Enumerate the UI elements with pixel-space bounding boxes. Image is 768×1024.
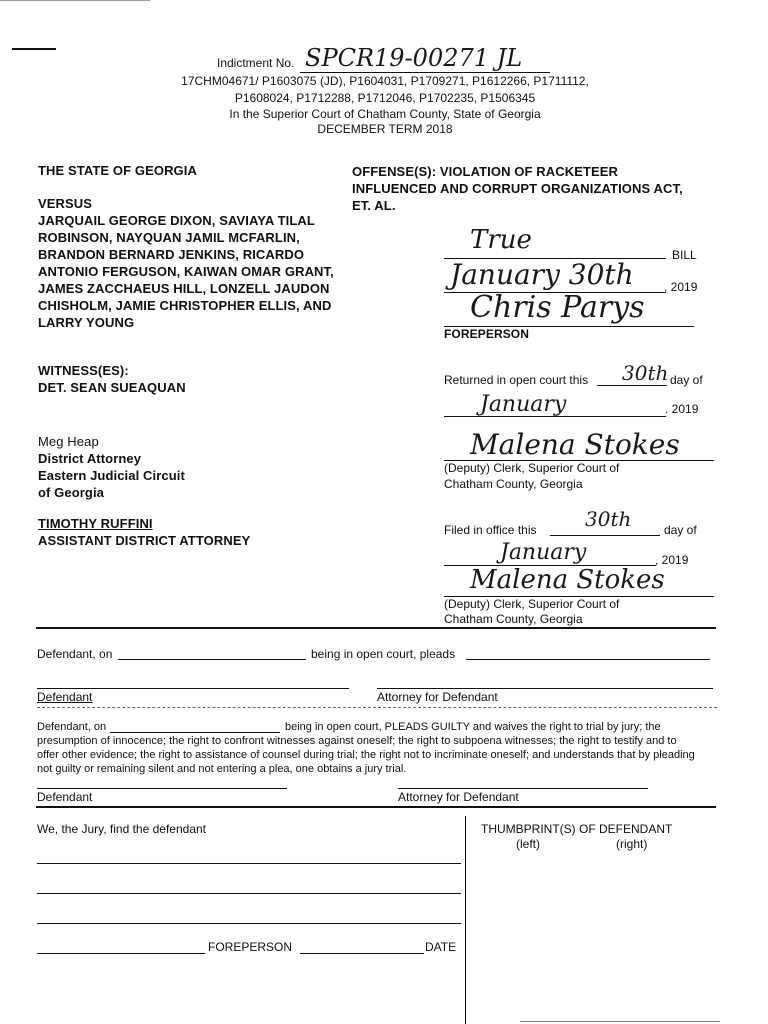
filed-day: 30th <box>585 507 632 531</box>
filed-month: January <box>500 540 587 565</box>
case-numbers-line2: P1608024, P1712288, P1712046, P1702235, P1506345 <box>234 91 536 105</box>
plea-date-line <box>118 659 306 660</box>
attorney-label-2: Attorney for Defendant <box>398 790 519 804</box>
attorney-sign-line-1 <box>377 688 713 689</box>
verdict-date-line <box>300 953 424 954</box>
ada-name: TIMOTHY RUFFINI <box>38 516 153 531</box>
term: DECEMBER TERM 2018 <box>317 122 453 136</box>
state-title: THE STATE OF GEORGIA <box>38 163 197 178</box>
clerk-label-1: (Deputy) Clerk, Superior Court of <box>444 461 620 475</box>
plea-divider <box>37 707 717 708</box>
thumbprint-left-label: (left) <box>516 837 540 851</box>
plea-entry-line <box>466 659 710 660</box>
witness-name: DET. SEAN SUEAQUAN <box>38 380 186 395</box>
defendant-sign-line-2 <box>37 788 287 789</box>
verdict-line-2 <box>37 893 461 894</box>
attorney-label-1: Attorney for Defendant <box>377 690 498 704</box>
thumbprint-box-divider <box>465 816 466 1024</box>
scan-mark-top <box>0 0 150 1</box>
clerk-county-2: Chatham County, Georgia <box>444 612 583 626</box>
guilty-text-line: presumption of innocence; the right to confront witnesses against oneself; the right to subpoena witnesses; the right to testify and to <box>37 735 677 747</box>
bill-date-handwritten: January 30th <box>450 258 634 291</box>
court-name: In the Superior Court of Chatham County, State of Georgia <box>229 107 541 121</box>
verdict-date-label: DATE <box>425 940 457 954</box>
returned-month: January <box>480 392 567 417</box>
defendant-label-2: Defendant <box>37 790 93 804</box>
foreperson-signature: Chris Parys <box>470 290 645 325</box>
verdict-line-3 <box>37 923 461 924</box>
defendants-line: JAMES ZACCHAEUS HILL, LONZELL JAUDON <box>38 281 330 296</box>
ada-title: ASSISTANT DISTRICT ATTORNEY <box>38 533 251 548</box>
bill-handwritten: True <box>470 225 532 255</box>
scan-mark-dash <box>12 48 56 50</box>
defendant-label-1: Defendant <box>37 690 93 704</box>
filed-day-line <box>550 535 660 536</box>
verdict-divider <box>36 806 716 808</box>
clerk-label-2: (Deputy) Clerk, Superior Court of <box>444 597 620 611</box>
guilty-text-start: being in open court, PLEADS GUILTY and waives the right to trial by jury; the <box>285 721 661 733</box>
returned-day: 30th <box>622 361 669 385</box>
offense-line: OFFENSE(S): VIOLATION OF RACKETEER <box>352 164 619 179</box>
defendants-line: ROBINSON, NAYQUAN JAMIL MCFARLIN, <box>38 230 300 245</box>
guilty-defendant-on: Defendant, on <box>37 721 107 733</box>
guilty-text-line: not guilty or remaining silent and not entering a plea, one obtains a jury trial. <box>37 763 407 775</box>
scan-bottom-mark <box>520 1021 720 1022</box>
filed-suffix: day of <box>664 523 697 537</box>
returned-month-line <box>444 416 666 417</box>
verdict-foreperson-label: FOREPERSON <box>208 940 293 954</box>
clerk-county-1: Chatham County, Georgia <box>444 477 583 491</box>
verdict-line-1 <box>37 863 461 864</box>
witness-label: WITNESS(ES): <box>38 363 129 378</box>
returned-prefix: Returned in open court this <box>444 373 589 387</box>
verdict-foreperson-line <box>37 953 205 954</box>
filed-prefix: Filed in office this <box>444 523 537 537</box>
plea-defendant-on: Defendant, on <box>37 647 113 661</box>
plea-being-text: being in open court, pleads <box>311 647 456 661</box>
thumbprint-title: THUMBPRINT(S) OF DEFENDANT <box>481 822 673 836</box>
offense-line: ET. AL. <box>352 198 396 213</box>
clerk-signature-2: Malena Stokes <box>470 565 665 595</box>
jury-text: We, the Jury, find the defendant <box>37 822 206 836</box>
defendants-line: ANTONIO FERGUSON, KAIWAN OMAR GRANT, <box>38 264 334 279</box>
da-line: of Georgia <box>38 485 105 500</box>
clerk-signature-1: Malena Stokes <box>470 428 680 461</box>
returned-suffix: day of <box>670 373 703 387</box>
offense-block <box>352 163 752 214</box>
guilty-date-line <box>110 732 280 733</box>
case-numbers-line1: 17CHM04671/ P1603075 (JD), P1604031, P1709271, P1612266, P1711112, <box>181 74 589 88</box>
guilty-text-line: offer other evidence; the right to assistance of counsel during trial; the right not to incriminate oneself; and understands that by pleading <box>37 749 695 761</box>
filed-year: , 2019 <box>655 553 689 567</box>
bill-label: BILL <box>672 248 697 262</box>
thumbprint-right-label: (right) <box>616 837 648 851</box>
defendants-list <box>38 212 358 331</box>
returned-year: . 2019 <box>665 402 699 416</box>
da-line: Eastern Judicial Circuit <box>38 468 185 483</box>
section-divider <box>36 627 716 629</box>
attorney-sign-line-2 <box>398 788 648 789</box>
indictment-number: SPCR19-00271 JL <box>305 44 523 72</box>
da-line: District Attorney <box>38 451 142 466</box>
defendants-line: CHISHOLM, JAMIE CHRISTOPHER ELLIS, AND <box>38 298 332 313</box>
district-attorney-block <box>38 433 185 501</box>
da-line: Meg Heap <box>38 434 99 449</box>
offense-line: INFLUENCED AND CORRUPT ORGANIZATIONS ACT, <box>352 181 683 196</box>
returned-day-line <box>597 385 667 386</box>
versus-label: VERSUS <box>38 196 93 211</box>
indictment-label: Indictment No. <box>217 56 295 70</box>
defendant-sign-line-1 <box>37 688 349 689</box>
defendants-line: JARQUAIL GEORGE DIXON, SAVIAYA TILAL <box>38 213 315 228</box>
defendants-line: LARRY YOUNG <box>38 315 135 330</box>
bill-year: , 2019 <box>664 280 698 294</box>
foreperson-label: FOREPERSON <box>444 327 530 341</box>
defendants-line: BRANDON BERNARD JENKINS, RICARDO <box>38 247 305 262</box>
